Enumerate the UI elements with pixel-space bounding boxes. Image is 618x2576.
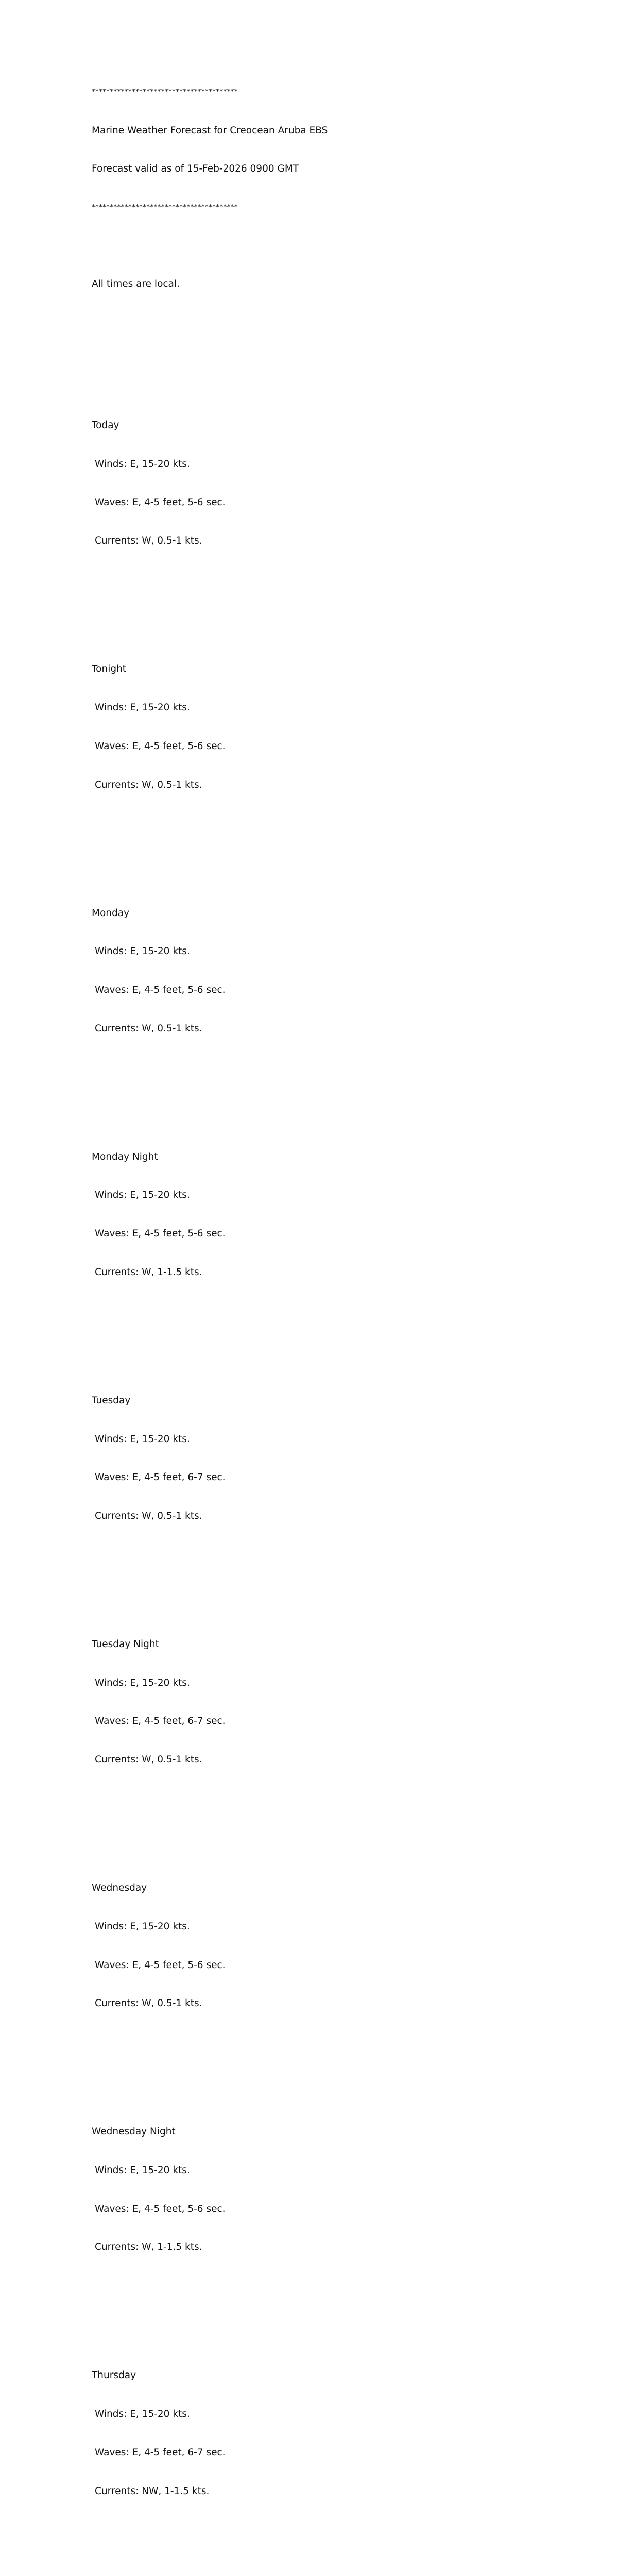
period-winds: Winds: E, 15-20 kts.	[95, 1190, 190, 1201]
period-name: Monday	[92, 907, 130, 919]
period-name: Wednesday	[92, 1883, 147, 1894]
period-winds: Winds: E, 15-20 kts.	[95, 1677, 190, 1688]
period-thursday	[92, 2306, 328, 2523]
period-name: Wednesday Night	[92, 2126, 176, 2138]
period-tuesday	[92, 1330, 328, 1548]
period-currents: Currents: W, 0.5-1 kts.	[95, 1998, 202, 2009]
period-currents: Currents: W, 0.5-1 kts.	[95, 1754, 202, 1766]
header-stars-top: ****************************************	[92, 88, 238, 96]
period-currents: Currents: W, 0.5-1 kts.	[95, 1023, 202, 1034]
header-stars-bottom: ****************************************	[92, 203, 238, 211]
period-wednesday	[92, 1818, 328, 2036]
period-waves: Waves: E, 4-5 feet, 5-6 sec.	[95, 1959, 226, 1971]
period-name: Thursday	[92, 2370, 136, 2381]
period-waves: Waves: E, 4-5 feet, 5-6 sec.	[95, 2203, 226, 2214]
period-waves: Waves: E, 4-5 feet, 5-6 sec.	[95, 1228, 226, 1240]
period-today	[92, 355, 328, 573]
period-name: Monday Night	[92, 1151, 158, 1162]
period-winds: Winds: E, 15-20 kts.	[95, 1433, 190, 1445]
period-currents: Currents: W, 1-1.5 kts.	[95, 2242, 202, 2253]
period-name: Today	[92, 420, 119, 431]
period-waves: Waves: E, 4-5 feet, 6-7 sec.	[95, 1716, 226, 1727]
period-tuesday-night	[92, 1574, 328, 1792]
period-name: Tuesday	[92, 1395, 131, 1406]
period-winds: Winds: E, 15-20 kts.	[95, 2409, 190, 2420]
period-thursday-night	[92, 2549, 328, 2576]
period-winds: Winds: E, 15-20 kts.	[95, 2164, 190, 2176]
period-list	[92, 330, 328, 2576]
period-monday	[92, 843, 328, 1061]
period-waves: Waves: E, 4-5 feet, 5-6 sec.	[95, 740, 226, 752]
period-name: Tonight	[92, 664, 127, 675]
period-name: Tuesday Night	[92, 1638, 159, 1650]
period-monday-night	[92, 1087, 328, 1304]
period-currents: Currents: W, 0.5-1 kts.	[95, 779, 202, 790]
forecast-document	[92, 60, 328, 2576]
times-note: All times are local.	[92, 279, 180, 290]
period-waves: Waves: E, 4-5 feet, 6-7 sec.	[95, 2447, 226, 2458]
period-waves: Waves: E, 4-5 feet, 6-7 sec.	[95, 1472, 226, 1483]
period-currents: Currents: W, 0.5-1 kts.	[95, 535, 202, 547]
period-waves: Waves: E, 4-5 feet, 5-6 sec.	[95, 497, 226, 508]
period-currents: Currents: W, 0.5-1 kts.	[95, 1510, 202, 1521]
forecast-title: Marine Weather Forecast for Creocean Aruba EBS	[92, 125, 328, 136]
period-currents: Currents: NW, 1-1.5 kts.	[95, 2485, 210, 2497]
period-wednesday-night	[92, 2062, 328, 2280]
period-tonight	[92, 599, 328, 817]
period-winds: Winds: E, 15-20 kts.	[95, 1921, 190, 1932]
period-winds: Winds: E, 15-20 kts.	[95, 458, 190, 469]
period-winds: Winds: E, 15-20 kts.	[95, 702, 190, 714]
period-currents: Currents: W, 1-1.5 kts.	[95, 1266, 202, 1278]
forecast-valid-time: Forecast valid as of 15-Feb-2026 0900 GMT	[92, 163, 299, 175]
period-waves: Waves: E, 4-5 feet, 5-6 sec.	[95, 984, 226, 995]
period-winds: Winds: E, 15-20 kts.	[95, 946, 190, 957]
